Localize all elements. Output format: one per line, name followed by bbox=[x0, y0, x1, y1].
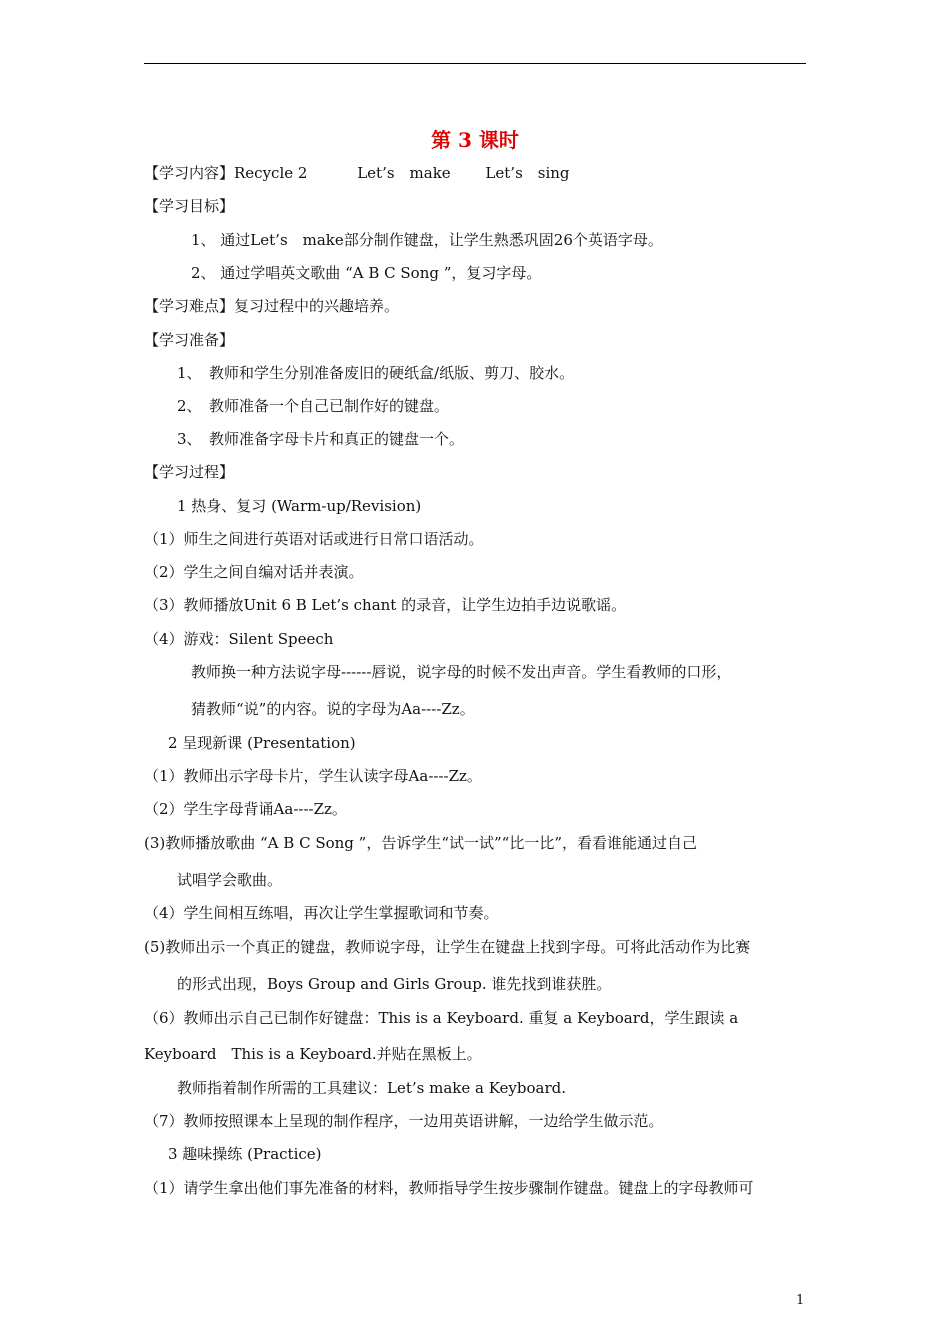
page-number: 1 bbox=[796, 1293, 805, 1308]
doc-line: 试唱学会歌曲。 bbox=[177, 871, 283, 889]
doc-line: （4）游戏：Silent Speech bbox=[144, 630, 334, 648]
doc-line: （4）学生间相互练唱，再次让学生掌握歌词和节奏。 bbox=[144, 904, 499, 922]
doc-line: 【学习难点】复习过程中的兴趣培养。 bbox=[144, 297, 400, 315]
doc-line: （1）请学生拿出他们事先准备的材料，教师指导学生按步骤制作键盘。键盘上的字母教师可 bbox=[144, 1179, 754, 1197]
doc-line: 猜教师“说”的内容。说的字母为Aa----Zz。 bbox=[191, 700, 475, 718]
doc-line: 【学习内容】Recycle 2 Let’s make Let’s sing bbox=[144, 164, 570, 182]
doc-line: 2 呈现新课 (Presentation) bbox=[168, 734, 356, 752]
doc-line: (3)教师播放歌曲 “A B C Song ”，告诉学生“试一试”“比一比”，看看谁能通过自己 bbox=[144, 834, 698, 852]
doc-line: （6）教师出示自己已制作好键盘：This is a Keyboard. 重复 a Keyboard，学生跟读 a bbox=[144, 1009, 739, 1027]
doc-line: 教师换一种方法说字母------唇说，说字母的时候不发出声音。学生看教师的口形， bbox=[191, 663, 732, 681]
header-rule bbox=[144, 63, 806, 64]
doc-line: 【学习准备】 bbox=[144, 331, 235, 349]
doc-line: （3）教师播放Unit 6 B Let’s chant 的录音，让学生边拍手边说歌谣。 bbox=[144, 596, 627, 614]
doc-line: （1）教师出示字母卡片，学生认读字母Aa----Zz。 bbox=[144, 767, 482, 785]
doc-line: 2、 通过学唱英文歌曲 “A B C Song ”，复习字母。 bbox=[191, 264, 542, 282]
doc-line: 【学习目标】 bbox=[144, 197, 235, 215]
doc-line: 的形式出现，Boys Group and Girls Group. 谁先找到谁获胜。 bbox=[177, 975, 612, 993]
doc-line: 1、 教师和学生分别准备废旧的硬纸盒/纸版、剪刀、胶水。 bbox=[177, 364, 575, 382]
doc-line: （7）教师按照课本上呈现的制作程序，一边用英语讲解，一边给学生做示范。 bbox=[144, 1112, 664, 1130]
doc-line: 1、 通过Let’s make部分制作键盘，让学生熟悉巩固26个英语字母。 bbox=[191, 231, 663, 249]
doc-line: （1）师生之间进行英语对话或进行日常口语活动。 bbox=[144, 530, 484, 548]
doc-line: 3、 教师准备字母卡片和真正的键盘一个。 bbox=[177, 430, 465, 448]
doc-line: （2）学生之间自编对话并表演。 bbox=[144, 563, 364, 581]
doc-line: 【学习过程】 bbox=[144, 463, 235, 481]
doc-line: （2）学生字母背诵Aa----Zz。 bbox=[144, 800, 347, 818]
doc-line: 1 热身、复习 (Warm-up/Revision) bbox=[177, 497, 422, 515]
doc-line: Keyboard This is a Keyboard.并贴在黑板上。 bbox=[144, 1045, 482, 1063]
page-title: 第 3 课时 bbox=[431, 128, 519, 152]
doc-line: 教师指着制作所需的工具建议：Let’s make a Keyboard. bbox=[177, 1079, 566, 1097]
doc-line: 3 趣味操练 (Practice) bbox=[168, 1145, 322, 1163]
doc-line: 2、 教师准备一个自己已制作好的键盘。 bbox=[177, 397, 450, 415]
doc-line: (5)教师出示一个真正的键盘，教师说字母，让学生在键盘上找到字母。可将此活动作为比赛 bbox=[144, 938, 751, 956]
